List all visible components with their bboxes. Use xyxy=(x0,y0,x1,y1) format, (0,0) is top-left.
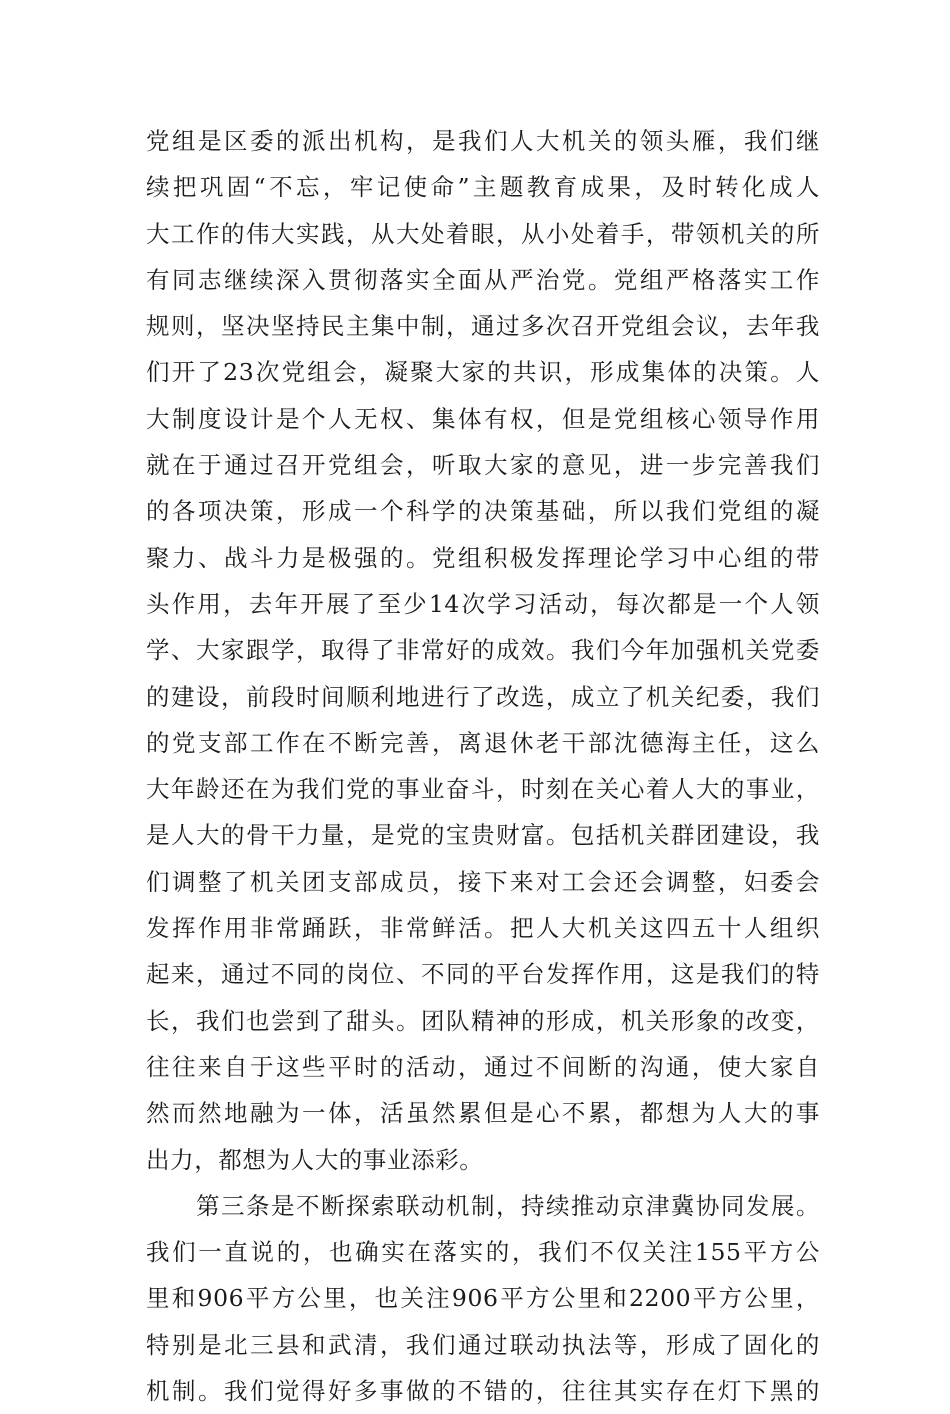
text-line: 机制。我们觉得好多事做的不错的，往往其实存在灯下黑的 xyxy=(146,1377,820,1406)
text-line: 第三条是不断探索联动机制，持续推动京津冀协同发展。 xyxy=(196,1191,820,1220)
text-line: 学、大家跟学，取得了非常好的成效。我们今年加强机关党委 xyxy=(146,636,820,665)
text-line: 是人大的骨干力量，是党的宝贵财富。包括机关群团建设，我 xyxy=(146,821,820,850)
text-line: 的建设，前段时间顺利地进行了改选，成立了机关纪委，我们 xyxy=(146,682,820,711)
text-line: 头作用，去年开展了至少14次学习活动，每次都是一个人领 xyxy=(146,589,820,618)
text-line: 规则，坚决坚持民主集中制，通过多次召开党组会议，去年我 xyxy=(146,312,820,341)
text-line: 大工作的伟大实践，从大处着眼，从小处着手，带领机关的所 xyxy=(146,219,820,248)
text-line: 发挥作用非常踊跃，非常鲜活。把人大机关这四五十人组织 xyxy=(146,914,820,943)
paragraph-1 xyxy=(146,118,820,1183)
text-line: 们开了23次党组会，凝聚大家的共识，形成集体的决策。人 xyxy=(146,358,820,387)
text-line: 长，我们也尝到了甜头。团队精神的形成，机关形象的改变， xyxy=(146,1006,820,1035)
text-line: 有同志继续深入贯彻落实全面从严治党。党组严格落实工作 xyxy=(146,265,820,294)
text-line: 里和906平方公里，也关注906平方公里和2200平方公里， xyxy=(146,1284,820,1313)
text-line: 大制度设计是个人无权、集体有权，但是党组核心领导作用 xyxy=(146,404,820,433)
text-line: 的党支部工作在不断完善，离退休老干部沈德海主任，这么 xyxy=(146,728,820,757)
text-line: 就在于通过召开党组会，听取大家的意见，进一步完善我们 xyxy=(146,451,820,480)
text-line: 出力，都想为人大的事业添彩。 xyxy=(146,1145,484,1174)
text-line: 党组是区委的派出机构，是我们人大机关的领头雁，我们继 xyxy=(146,127,820,155)
paragraph-2 xyxy=(146,1183,820,1414)
text-line: 们调整了机关团支部成员，接下来对工会还会调整，妇委会 xyxy=(146,867,820,896)
text-line: 然而然地融为一体，活虽然累但是心不累，都想为人大的事 xyxy=(146,1099,820,1128)
text-line: 续把巩固“不忘，牢记使命”主题教育成果，及时转化成人 xyxy=(146,173,820,202)
text-line: 我们一直说的，也确实在落实的，我们不仅关注155平方公 xyxy=(146,1238,820,1267)
body-text xyxy=(146,118,820,1414)
text-line: 大年龄还在为我们党的事业奋斗，时刻在关心着人大的事业， xyxy=(146,775,820,804)
text-line: 聚力、战斗力是极强的。党组积极发挥理论学习中心组的带 xyxy=(146,543,820,572)
text-line: 特别是北三县和武清，我们通过联动执法等，形成了固化的 xyxy=(146,1330,820,1359)
text-line: 起来，通过不同的岗位、不同的平台发挥作用，这是我们的特 xyxy=(146,960,820,989)
text-line: 往往来自于这些平时的活动，通过不间断的沟通，使大家自 xyxy=(146,1052,820,1081)
text-line: 的各项决策，形成一个科学的决策基础，所以我们党组的凝 xyxy=(146,497,820,526)
